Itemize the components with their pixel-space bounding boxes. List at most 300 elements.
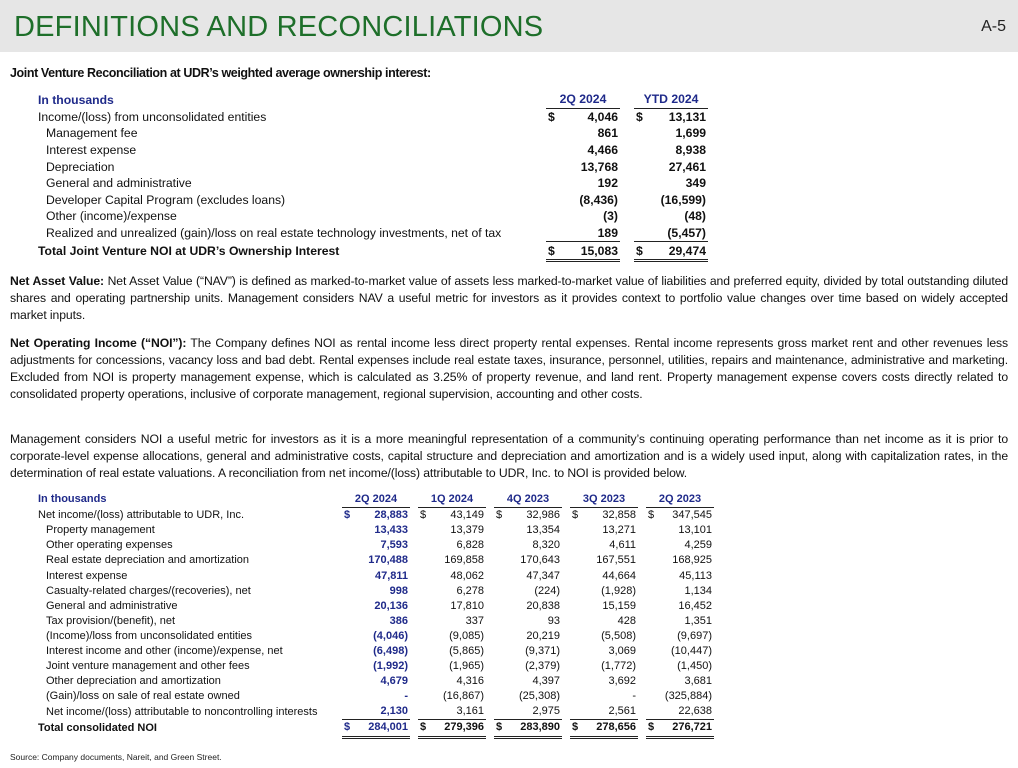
dollar-sign xyxy=(646,523,660,538)
cell-value: (9,371) xyxy=(525,644,560,657)
dollar-sign xyxy=(418,584,432,599)
column-gap xyxy=(562,568,570,583)
dollar-sign xyxy=(646,614,660,629)
cell-value: 189 xyxy=(597,226,618,241)
dollar-sign xyxy=(646,553,660,568)
dollar-sign xyxy=(494,614,508,629)
column-gap xyxy=(410,492,418,508)
cell-value: (5,508) xyxy=(601,629,636,642)
column-gap xyxy=(410,689,418,704)
table-row xyxy=(38,538,714,553)
cell-value: (224) xyxy=(534,584,560,597)
cell-value: 169,858 xyxy=(444,554,484,567)
column-gap xyxy=(562,553,570,568)
cell-value: 2,561 xyxy=(608,705,636,718)
cell-value: 13,768 xyxy=(580,159,618,174)
nav-definition xyxy=(10,273,1008,324)
source-note: Source: Company documents, Nareit, and Green Street. xyxy=(10,752,222,762)
cell-value: 29,474 xyxy=(650,242,708,261)
column-gap xyxy=(562,644,570,659)
dollar-sign xyxy=(546,142,562,159)
cell-value: 2,975 xyxy=(532,705,560,718)
dollar-sign xyxy=(570,599,584,614)
column-gap xyxy=(638,689,646,704)
table-row xyxy=(38,704,714,720)
cell-value: 13,271 xyxy=(602,524,636,537)
cell-value: 386 xyxy=(389,614,408,627)
page-number: A-5 xyxy=(981,18,1006,35)
noi-term: Net Operating Income (“NOI”): xyxy=(10,336,187,350)
dollar-sign xyxy=(342,568,356,583)
cell-value: 13,131 xyxy=(668,109,706,124)
column-gap xyxy=(638,553,646,568)
cell-value: 4,466 xyxy=(587,143,618,158)
cell-value: 4,397 xyxy=(532,675,560,688)
table-row xyxy=(38,158,708,175)
table-row xyxy=(38,192,708,209)
dollar-sign xyxy=(494,644,508,659)
cell-value: (5,457) xyxy=(667,226,706,241)
table-row xyxy=(38,225,708,242)
nav-text: Net Asset Value (“NAV”) is defined as marked-to-market value of assets less marked-to-market value of liabilities and preferred equity, divided by total outstanding diluted shares and operating partnership units. Management considers NAV a useful metric for investors as it provides context to portfolio value changes over time based on widely accepted market inputs. xyxy=(10,274,1008,322)
dollar-sign: $ xyxy=(344,509,351,522)
dollar-sign: $ xyxy=(418,720,432,737)
dollar-sign xyxy=(342,599,356,614)
dollar-sign: $ xyxy=(634,242,650,261)
table-row xyxy=(38,125,708,142)
dollar-sign xyxy=(646,674,660,689)
dollar-sign xyxy=(418,538,432,553)
cell-value: (1,992) xyxy=(373,660,408,673)
row-label: Interest income and other (income)/expense, net xyxy=(46,644,283,657)
column-gap xyxy=(638,674,646,689)
column-gap xyxy=(486,568,494,583)
cell-value: 284,001 xyxy=(356,720,410,737)
column-header: 4Q 2023 xyxy=(494,492,562,508)
cell-value: (5,865) xyxy=(449,644,484,657)
dollar-sign: $ xyxy=(420,509,427,522)
dollar-sign: $ xyxy=(494,720,508,737)
cell-value: 47,811 xyxy=(374,569,408,582)
dollar-sign xyxy=(418,629,432,644)
cell-value: (9,085) xyxy=(449,629,484,642)
column-gap xyxy=(486,523,494,538)
column-gap xyxy=(410,538,418,553)
column-gap xyxy=(486,508,494,524)
dollar-sign: $ xyxy=(342,720,356,737)
dollar-sign xyxy=(418,704,432,720)
cell-value: 48,062 xyxy=(450,569,484,582)
column-gap xyxy=(410,599,418,614)
dollar-sign xyxy=(646,599,660,614)
dollar-sign xyxy=(342,553,356,568)
dollar-sign xyxy=(646,538,660,553)
column-gap xyxy=(620,208,634,225)
column-gap xyxy=(486,492,494,508)
column-gap xyxy=(410,659,418,674)
cell-value: (1,450) xyxy=(677,660,712,673)
row-label: (Income)/loss from unconsolidated entities xyxy=(46,629,253,642)
cell-value: 167,551 xyxy=(596,554,636,567)
jv-reconciliation-table xyxy=(38,91,708,262)
column-gap xyxy=(486,599,494,614)
table-row xyxy=(38,553,714,568)
row-label: Other operating expenses xyxy=(46,539,173,552)
row-label: Casualty-related charges/(recoveries), net xyxy=(46,584,251,597)
cell-value: 13,433 xyxy=(374,524,408,537)
row-label: Total consolidated NOI xyxy=(38,721,157,734)
cell-value: 28,883 xyxy=(374,509,408,522)
row-label: Income/(loss) from unconsolidated entities xyxy=(38,109,267,124)
cell-value: 168,925 xyxy=(672,554,712,567)
cell-value: 20,136 xyxy=(374,599,408,612)
cell-value: (16,867) xyxy=(443,690,484,703)
cell-value: (1,928) xyxy=(601,584,636,597)
dollar-sign xyxy=(570,674,584,689)
dollar-sign xyxy=(418,614,432,629)
column-gap xyxy=(486,644,494,659)
dollar-sign xyxy=(342,629,356,644)
column-gap xyxy=(410,584,418,599)
cell-value: 192 xyxy=(597,176,618,191)
dollar-sign: $ xyxy=(636,109,643,124)
noi-usefulness-paragraph: Management considers NOI a useful metric for investors as it is a more meaningful representation of a community’s continuing operating performance than net income as it is prior to corporate-level expense allocations, general and administrative costs, capital structure and depreciation and amortization and is a widely used input, along with capitalization rates, in the determination of real estate valuations. A reconciliation from net income/(loss) attributable to UDR, Inc. to NOI is provided below. xyxy=(10,432,1008,480)
dollar-sign xyxy=(570,689,584,704)
dollar-sign xyxy=(494,629,508,644)
dollar-sign xyxy=(546,175,562,192)
column-gap xyxy=(410,568,418,583)
cell-value: 22,638 xyxy=(678,705,712,718)
cell-value: 278,656 xyxy=(584,720,638,737)
column-gap xyxy=(620,91,634,108)
cell-value: 6,278 xyxy=(456,584,484,597)
column-header: 2Q 2023 xyxy=(646,492,714,508)
column-gap xyxy=(638,568,646,583)
dollar-sign xyxy=(570,659,584,674)
units-label: In thousands xyxy=(38,493,107,506)
dollar-sign xyxy=(570,538,584,553)
dollar-sign: $ xyxy=(572,509,579,522)
cell-value: 349 xyxy=(685,176,706,191)
page-title: DEFINITIONS AND RECONCILIATIONS xyxy=(14,11,544,43)
cell-value: 4,316 xyxy=(456,675,484,688)
column-gap xyxy=(638,629,646,644)
column-gap xyxy=(562,492,570,508)
column-gap xyxy=(562,720,570,737)
column-gap xyxy=(562,508,570,524)
table-header-row xyxy=(38,492,714,508)
column-gap xyxy=(638,614,646,629)
cell-value: (1,772) xyxy=(601,660,636,673)
column-gap xyxy=(638,508,646,524)
cell-value: (1,965) xyxy=(449,660,484,673)
column-gap xyxy=(562,538,570,553)
cell-value: (10,447) xyxy=(671,644,712,657)
dollar-sign: $ xyxy=(546,242,562,261)
row-label: Real estate depreciation and amortization xyxy=(46,554,250,567)
row-label: Net income/(loss) attributable to noncontrolling interests xyxy=(46,705,318,718)
row-label: Other depreciation and amortization xyxy=(46,675,221,688)
dollar-sign xyxy=(546,208,562,225)
column-gap xyxy=(562,599,570,614)
dollar-sign: $ xyxy=(646,720,660,737)
cell-value: 17,810 xyxy=(450,599,484,612)
dollar-sign xyxy=(494,538,508,553)
column-gap xyxy=(638,492,646,508)
table-row xyxy=(38,568,714,583)
cell-value: 1,134 xyxy=(684,584,712,597)
cell-value: 998 xyxy=(389,584,408,597)
cell-value: 170,643 xyxy=(520,554,560,567)
row-label: Total Joint Venture NOI at UDR’s Ownership Interest xyxy=(38,244,340,259)
dollar-sign xyxy=(418,553,432,568)
dollar-sign xyxy=(646,704,660,720)
row-label: General and administrative xyxy=(46,599,178,612)
column-gap xyxy=(486,538,494,553)
column-gap xyxy=(486,674,494,689)
dollar-sign xyxy=(494,704,508,720)
dollar-sign: $ xyxy=(570,720,584,737)
table-row xyxy=(38,523,714,538)
column-gap xyxy=(562,689,570,704)
column-gap xyxy=(410,614,418,629)
dollar-sign xyxy=(570,614,584,629)
cell-value: 43,149 xyxy=(450,509,484,522)
column-gap xyxy=(638,584,646,599)
cell-value: 27,461 xyxy=(668,159,706,174)
row-label: Property management xyxy=(46,524,155,537)
cell-value: 4,611 xyxy=(609,539,636,552)
table-row xyxy=(38,175,708,192)
column-gap xyxy=(486,553,494,568)
total-row xyxy=(38,242,708,261)
dollar-sign xyxy=(342,523,356,538)
table-row xyxy=(38,614,714,629)
column-gap xyxy=(620,225,634,242)
dollar-sign xyxy=(494,568,508,583)
dollar-sign xyxy=(634,158,650,175)
row-label: Depreciation xyxy=(46,159,115,174)
dollar-sign xyxy=(546,225,562,242)
column-gap xyxy=(562,629,570,644)
dollar-sign: $ xyxy=(648,509,655,522)
cell-value: 15,083 xyxy=(562,242,620,261)
cell-value: 93 xyxy=(547,614,560,627)
table-row xyxy=(38,629,714,644)
column-gap xyxy=(562,614,570,629)
table-row xyxy=(38,142,708,159)
dollar-sign xyxy=(570,523,584,538)
cell-value: 3,681 xyxy=(684,675,712,688)
page-header xyxy=(0,0,1018,52)
cell-value: (2,379) xyxy=(525,660,560,673)
cell-value: 3,069 xyxy=(608,644,636,657)
cell-value: 47,347 xyxy=(526,569,560,582)
cell-value: 1,699 xyxy=(675,126,706,141)
dollar-sign: $ xyxy=(548,109,555,124)
dollar-sign xyxy=(634,175,650,192)
cell-value: 13,101 xyxy=(678,524,712,537)
dollar-sign xyxy=(494,674,508,689)
cell-value: 428 xyxy=(617,614,636,627)
dollar-sign xyxy=(418,644,432,659)
row-label: Other (income)/expense xyxy=(46,209,177,224)
dollar-sign xyxy=(418,659,432,674)
column-gap xyxy=(562,674,570,689)
dollar-sign xyxy=(634,125,650,142)
column-gap xyxy=(638,644,646,659)
cell-value: 32,858 xyxy=(602,509,636,522)
noi-text: The Company defines NOI as rental income less direct property rental expenses. Rental income represents gross market rent and other revenues less adjustments for concessions, vacancy loss and bad debt. Rental expenses include real estate taxes, insurance, personnel, utilities, repairs and maintenance, administrative and marketing. Excluded from NOI is property management expense, which is calculated as 3.25% of property revenue, and land rent. Property management expense covers costs directly related to consolidated property operations, inclusive of corporate management, regional supervision, accounting and other costs. xyxy=(10,336,1008,401)
column-gap xyxy=(638,720,646,737)
cell-value: 15,159 xyxy=(602,599,636,612)
row-label: Realized and unrealized (gain)/loss on real estate technology investments, net of tax xyxy=(46,226,502,241)
column-header: 1Q 2024 xyxy=(418,492,486,508)
dollar-sign xyxy=(570,568,584,583)
cell-value: 347,545 xyxy=(672,509,712,522)
dollar-sign xyxy=(546,125,562,142)
cell-value: 4,259 xyxy=(684,539,712,552)
row-label: General and administrative xyxy=(46,176,192,191)
column-gap xyxy=(620,175,634,192)
dollar-sign xyxy=(646,689,660,704)
cell-value: (48) xyxy=(684,209,706,224)
nav-term: Net Asset Value: xyxy=(10,274,105,288)
column-gap xyxy=(410,523,418,538)
column-header: 3Q 2023 xyxy=(570,492,638,508)
cell-value: 32,986 xyxy=(526,509,560,522)
cell-value: (4,046) xyxy=(373,629,408,642)
column-gap xyxy=(410,508,418,524)
table-row xyxy=(38,508,714,524)
cell-value: 279,396 xyxy=(432,720,486,737)
row-label: Joint venture management and other fees xyxy=(46,660,250,673)
cell-value: - xyxy=(632,690,636,703)
dollar-sign xyxy=(546,158,562,175)
cell-value: 3,161 xyxy=(456,705,484,718)
dollar-sign xyxy=(342,689,356,704)
column-header: 2Q 2024 xyxy=(546,91,620,108)
cell-value: (8,436) xyxy=(579,192,618,207)
cell-value: 170,488 xyxy=(368,554,408,567)
dollar-sign xyxy=(646,568,660,583)
cell-value: 45,113 xyxy=(679,569,712,582)
row-label: Tax provision/(benefit), net xyxy=(46,614,176,627)
row-label: Net income/(loss) attributable to UDR, Inc. xyxy=(38,508,245,521)
dollar-sign xyxy=(342,674,356,689)
cell-value: 44,664 xyxy=(602,569,636,582)
column-gap xyxy=(638,599,646,614)
dollar-sign xyxy=(570,704,584,720)
cell-value: 276,721 xyxy=(660,720,714,737)
units-label: In thousands xyxy=(38,92,114,107)
cell-value: 1,351 xyxy=(684,614,712,627)
dollar-sign xyxy=(570,629,584,644)
dollar-sign xyxy=(342,614,356,629)
noi-definition xyxy=(10,335,1008,403)
dollar-sign: $ xyxy=(496,509,503,522)
column-gap xyxy=(638,538,646,553)
table-row xyxy=(38,584,714,599)
column-gap xyxy=(486,584,494,599)
cell-value: 337 xyxy=(465,614,484,627)
cell-value: (6,498) xyxy=(373,644,408,657)
dollar-sign xyxy=(646,644,660,659)
row-label: Developer Capital Program (excludes loans) xyxy=(46,192,286,207)
dollar-sign xyxy=(342,659,356,674)
column-gap xyxy=(638,523,646,538)
column-header: YTD 2024 xyxy=(634,91,708,108)
dollar-sign xyxy=(634,208,650,225)
dollar-sign xyxy=(418,599,432,614)
dollar-sign xyxy=(494,599,508,614)
column-gap xyxy=(410,629,418,644)
dollar-sign xyxy=(342,704,356,720)
row-label: Interest expense xyxy=(46,569,128,582)
column-gap xyxy=(562,584,570,599)
dollar-sign xyxy=(546,192,562,209)
dollar-sign xyxy=(494,584,508,599)
dollar-sign xyxy=(418,689,432,704)
cell-value: (325,884) xyxy=(664,690,712,703)
cell-value: 6,828 xyxy=(456,539,484,552)
dollar-sign xyxy=(634,192,650,209)
column-gap xyxy=(410,704,418,720)
total-row xyxy=(38,720,714,737)
column-gap xyxy=(410,553,418,568)
cell-value: 2,130 xyxy=(380,705,408,718)
column-gap xyxy=(486,704,494,720)
dollar-sign xyxy=(494,553,508,568)
cell-value: 283,890 xyxy=(508,720,562,737)
column-gap xyxy=(638,659,646,674)
row-label: (Gain)/loss on sale of real estate owned xyxy=(46,690,240,703)
dollar-sign xyxy=(570,584,584,599)
column-header: 2Q 2024 xyxy=(342,492,410,508)
dollar-sign xyxy=(342,644,356,659)
dollar-sign xyxy=(646,584,660,599)
cell-value: - xyxy=(404,690,408,703)
column-gap xyxy=(410,644,418,659)
column-gap xyxy=(486,720,494,737)
noi-reconciliation-table xyxy=(38,492,714,739)
column-gap xyxy=(620,142,634,159)
dollar-sign xyxy=(494,659,508,674)
column-gap xyxy=(562,659,570,674)
cell-value: 20,219 xyxy=(526,629,560,642)
table-row xyxy=(38,689,714,704)
cell-value: 4,679 xyxy=(380,675,408,688)
cell-value: 20,838 xyxy=(526,599,560,612)
cell-value: 3,692 xyxy=(608,675,636,688)
column-gap xyxy=(620,125,634,142)
column-gap xyxy=(620,242,634,261)
cell-value: 8,938 xyxy=(675,143,706,158)
table-row xyxy=(38,644,714,659)
cell-value: 13,379 xyxy=(450,524,484,537)
column-gap xyxy=(620,108,634,125)
dollar-sign xyxy=(646,629,660,644)
cell-value: (9,697) xyxy=(677,629,712,642)
table-header-row xyxy=(38,91,708,108)
column-gap xyxy=(562,704,570,720)
cell-value: 16,452 xyxy=(678,599,712,612)
dollar-sign xyxy=(418,523,432,538)
column-gap xyxy=(486,689,494,704)
dollar-sign xyxy=(570,644,584,659)
cell-value: (16,599) xyxy=(660,192,706,207)
table-row xyxy=(38,208,708,225)
